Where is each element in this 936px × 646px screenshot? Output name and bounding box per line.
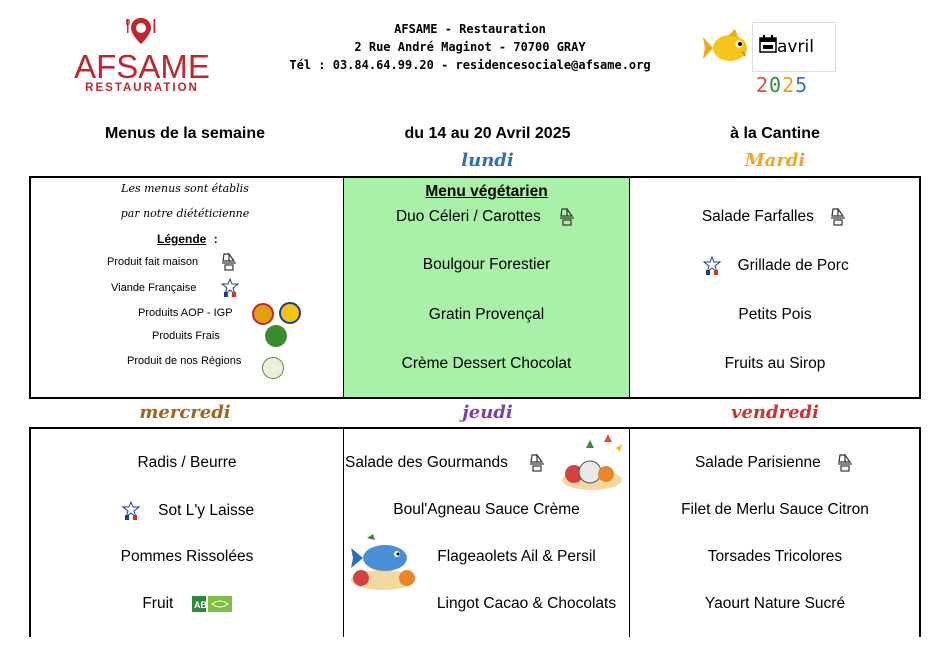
mardi-item: Fruits au Sirop [724,355,826,372]
month-label: avril [777,37,814,57]
day-lundi: lundi [461,150,514,171]
legend-aop: Produits AOP - IGP [138,307,233,319]
address-line-3: Tél : 03.84.64.99.20 - residencesociale@afsame.org [289,58,651,72]
chef-hat-icon [828,208,848,226]
chef-hat-icon [557,208,577,226]
jeudi-item: Boul'Agneau Sauce Crème [393,501,580,518]
day-mardi: Mardi [744,150,806,171]
lundi-item [344,208,629,226]
day-jeudi: jeudi [462,402,513,423]
year-digit: 2 [756,73,770,97]
month-badge [698,18,848,98]
lundi-item: Crème Dessert Chocolat [401,355,572,372]
vendredi-item: Torsades Tricolores [707,548,843,565]
vendredi-item-text: Salade Parisienne [694,454,821,472]
mercredi-item-text: Sot L'y Laisse [158,502,255,520]
address-line-1: AFSAME - Restauration [394,22,546,36]
legend-frais: Produits Frais [152,330,220,342]
vendredi-item: Filet de Merlu Sauce Citron [681,501,869,518]
legend-title-row [157,232,218,246]
title-center: du 14 au 20 Avril 2025 [404,125,571,142]
fork-knife-pin-icon [126,16,156,46]
fish-icon [702,28,752,68]
mardi-item: Petits Pois [738,306,812,323]
chef-hat-icon [528,454,546,472]
day-mercredi: mercredi [139,402,231,423]
mercredi-item: Pommes Rissolées [120,548,254,565]
mardi-item-text: Grillade de Porc [737,257,849,275]
legend-fait-maison: Produit fait maison [107,256,199,268]
year-digit: 0 [769,73,783,97]
address-line-2: 2 Rue André Maginot - 70700 GRAY [354,40,586,54]
jeudi-item: Flageaolets Ail & Persil [437,548,596,565]
year-digit: 2 [782,73,796,97]
legend-colon: : [213,232,218,246]
mardi-item [630,256,920,276]
mardi-item-text: Salade Farfalles [701,208,814,226]
jeudi-item [345,454,546,472]
legend-viande: Viande Française [111,282,197,294]
chef-hat-icon [220,253,238,271]
mercredi-item-text: Fruit [142,595,174,612]
mercredi-item [31,501,343,521]
regional-product-icon [262,357,284,379]
legend-line-2: par notre diététicienne [120,207,250,220]
lundi-item: Boulgour Forestier [422,256,551,273]
chef-hat-icon [835,454,855,472]
svg-text:AB: AB [193,599,207,610]
legend-regions: Produit de nos Régions [127,355,242,367]
vendredi-item [630,454,920,472]
logo-sub: RESTAURATION [85,82,199,94]
legend-line-1: Les menus sont établis [121,182,249,195]
french-meat-label-icon [120,501,142,521]
legend-title: Légende [157,232,207,246]
vegetables-illustration [556,430,628,495]
title-right: à la Cantine [730,125,820,142]
address-block [270,20,670,74]
logo-brand: AFSAME [74,48,210,85]
jeudi-item: Lingot Cacao & Chocolats [436,595,617,612]
french-meat-label-icon [219,278,241,298]
vendredi-item: Yaourt Nature Sucré [704,595,846,612]
organic-ab-logo [192,596,232,612]
vegetarian-menu-title: Menu végétarien [425,183,548,200]
aop-seal-icon [252,303,274,325]
title-left: Menus de la semaine [104,125,266,142]
igp-seal-icon [279,302,301,324]
lundi-item: Gratin Provençal [428,306,545,323]
year-label [756,73,808,97]
lundi-item-text: Duo Céleri / Carottes [395,208,541,226]
french-meat-label-icon [701,256,723,276]
year-digit: 5 [795,73,809,97]
afsame-logo [72,14,212,96]
month-card [752,22,836,72]
fresh-leaf-icon [265,325,287,347]
mercredi-item: Radis / Beurre [137,454,237,471]
day-vendredi: vendredi [731,402,819,423]
mardi-item [630,208,920,226]
mercredi-item [31,595,343,613]
calendar-icon [759,35,777,53]
jeudi-item-text: Salade des Gourmands [345,454,508,472]
